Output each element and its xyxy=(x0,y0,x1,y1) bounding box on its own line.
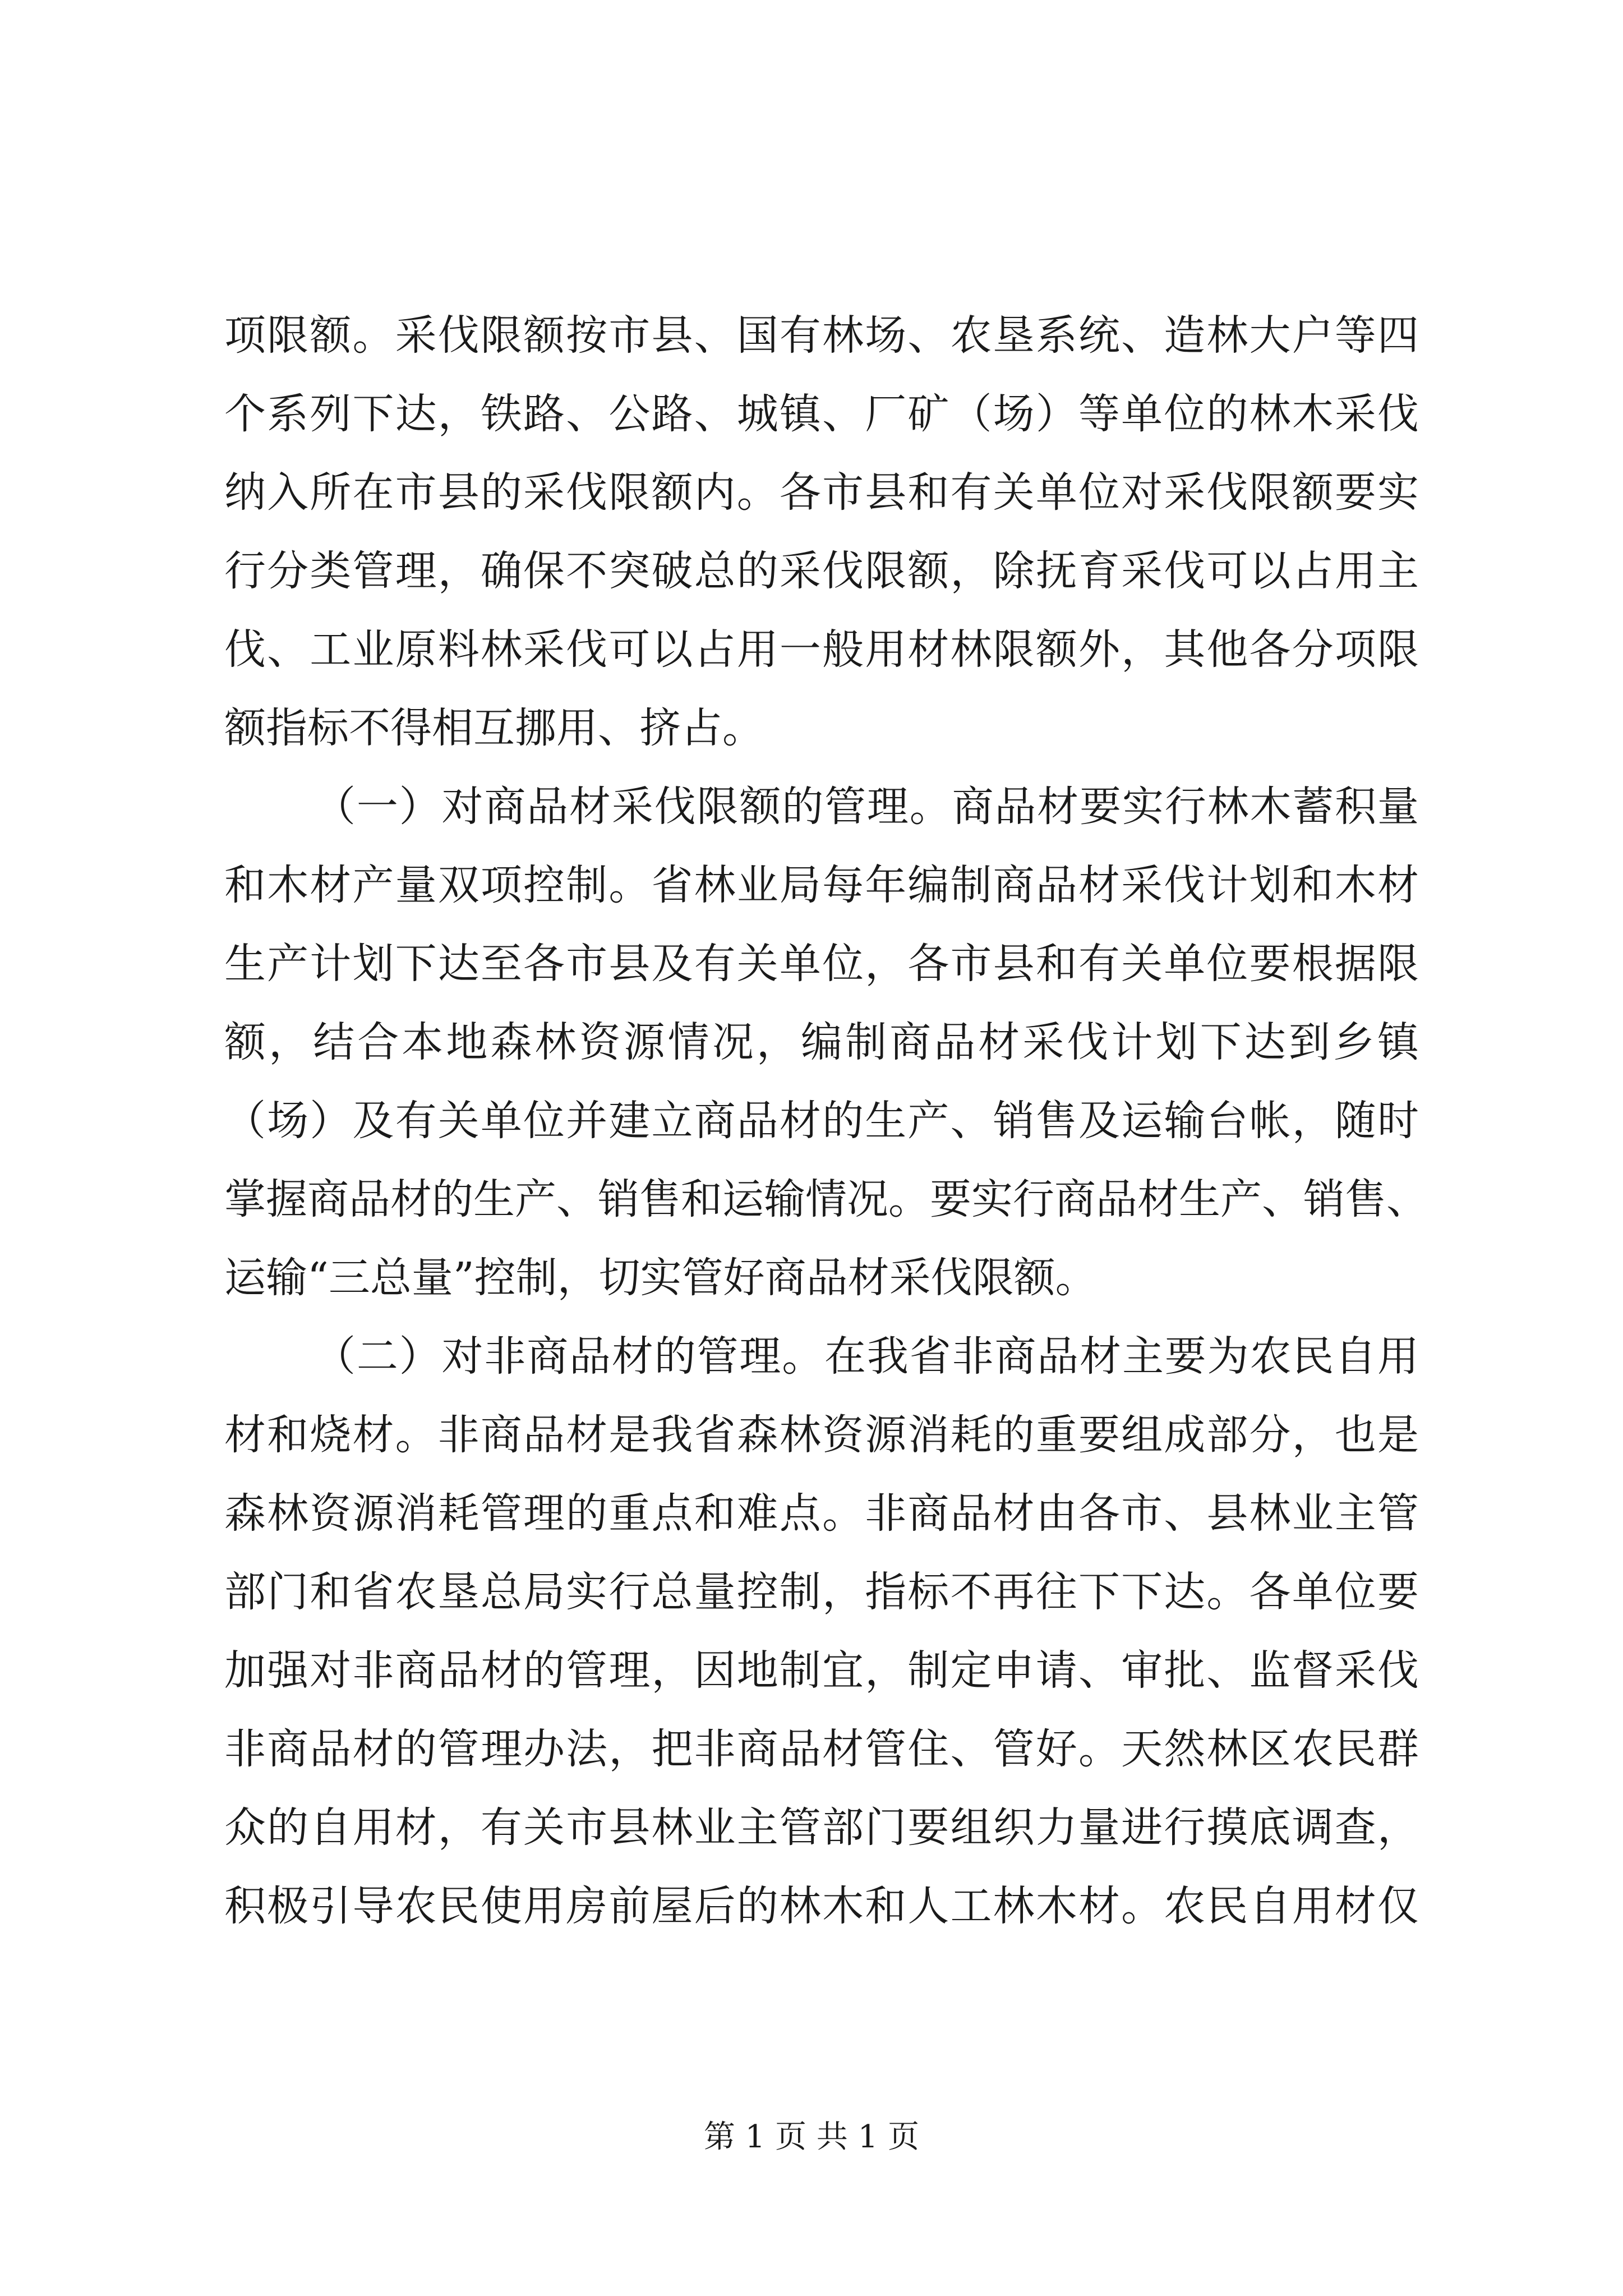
text-line: 加强对非商品材的管理，因地制宜，制定申请、审批、监督采伐 xyxy=(224,1646,1419,1695)
text-line: 和木材产量双项控制。省林业局每年编制商品材采伐计划和木材 xyxy=(224,861,1419,909)
page-footer xyxy=(0,2118,1623,2157)
text-line: 部门和省农垦总局实行总量控制，指标不再往下下达。各单位要 xyxy=(224,1568,1419,1616)
text-line: 众的自用材，有关市县林业主管部门要组织力量进行摸底调查， xyxy=(224,1803,1419,1852)
text-line: 个系列下达，铁路、公路、城镇、厂矿（场）等单位的林木采伐 xyxy=(224,390,1419,438)
text-line: 额，结合本地森林资源情况，编制商品材采伐计划下达到乡镇 xyxy=(224,1018,1419,1066)
text-line: （场）及有关单位并建立商品材的生产、销售及运输台帐，随时 xyxy=(224,1097,1419,1145)
paragraph-1 xyxy=(224,296,1419,767)
text-line: 项限额。采伐限额按市县、国有林场、农垦系统、造林大户等四 xyxy=(224,311,1419,360)
text-line: 纳入所在市县的采伐限额内。各市县和有关单位对采伐限额要实 xyxy=(224,468,1419,517)
text-line: 森林资源消耗管理的重点和难点。非商品材由各市、县林业主管 xyxy=(224,1489,1419,1538)
text-line: 伐、工业原料林采伐可以占用一般用材林限额外，其他各分项限 xyxy=(224,625,1419,674)
text-line: 掌握商品材的生产、销售和运输情况。要实行商品材生产、销售、 xyxy=(224,1175,1428,1223)
document-body xyxy=(224,296,1428,1945)
text-line: 积极引导农民使用房前屋后的林木和人工林木材。农民自用材仅 xyxy=(224,1882,1419,1930)
text-line: 运输“三总量”控制，切实管好商品材采伐限额。 xyxy=(224,1254,1097,1302)
text-line: （二）对非商品材的管理。在我省非商品材主要为农民自用 xyxy=(314,1332,1419,1381)
page-number-label: 第 1 页 共 1 页 xyxy=(703,2119,920,2155)
text-line: （一）对商品材采伐限额的管理。商品材要实行林木蓄积量 xyxy=(314,783,1419,831)
text-line: 材和烧材。非商品材是我省森林资源消耗的重要组成部分，也是 xyxy=(224,1411,1419,1459)
paragraph-3 xyxy=(224,1317,1419,1945)
text-line: 额指标不得相互挪用、挤占。 xyxy=(224,704,764,752)
text-line: 生产计划下达至各市县及有关单位，各市县和有关单位要根据限 xyxy=(224,940,1419,988)
text-line: 非商品材的管理办法，把非商品材管住、管好。天然林区农民群 xyxy=(224,1725,1419,1773)
paragraph-2 xyxy=(224,767,1428,1317)
text-line: 行分类管理，确保不突破总的采伐限额，除抚育采伐可以占用主 xyxy=(224,547,1419,595)
